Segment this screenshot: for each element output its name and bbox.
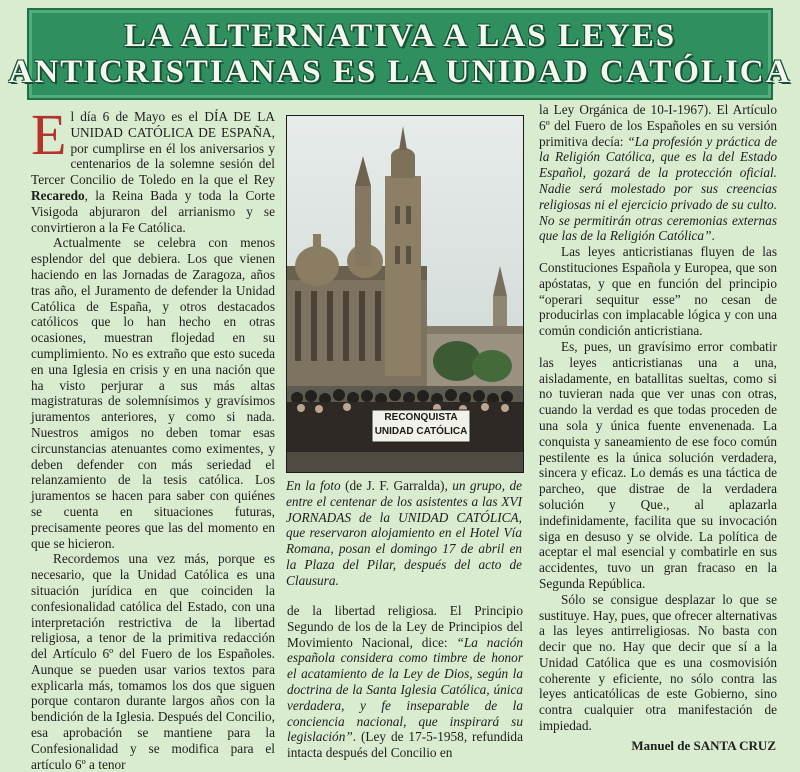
caption-lead: En la foto (286, 478, 346, 493)
col2-text-end: . (Ley de 17-5-1958, refundida intacta después del Concilio en (287, 729, 523, 761)
paragraph-intro (31, 102, 275, 235)
paragraph: Actualmente se celebra con menos esplendor del que debiera. Los que vienen haciendo en las Jornadas de Zaragoza, años tras año, el Juramento de defender la Unidad Católica de España, y otros destacados católicos que lo han hecho en otras ocasiones, muestran flojedad en su cumplimiento. No es extraño que esto suceda en una Iglesia en crisis y en una nación que ha visto perjurar a sus más altas magistraturas de solemnísimos y gravísimos juramentos anteriores, y como si nada. Nuestros amigos no deben tomar esas circunstancias atenuantes como eximentes, y deben defender con más seriedad el relanzamiento de la tesis católica. Los juramentos se hacen para saber con quiénes se cuenta en situaciones futuras, precisamente peores que las del momento en que se hicieron. (31, 235, 275, 551)
title-banner (8, 8, 792, 100)
col2-text: de la libertad religiosa. El Principio Segundo de los de la Ley de Principios del Movimiento Nacional, dice: (287, 603, 523, 650)
paragraph (539, 102, 777, 244)
title-line-1: LA ALTERNATIVA A LAS LEYES (123, 18, 677, 54)
paragraph: Las leyes anticristianas fluyen de las Constituciones Española y Europea, que son apóstatas, y que en función del principio “operari sequitur esse” no cesan de producirlas con implacable lógica y con una común condición anticristiana. (539, 244, 777, 339)
intro-text: l día 6 de Mayo es el DÍA DE LA UNIDAD CATÓLICA DE ESPAÑA, por cumplirse en él los aniversarios y centenarios de la solemne sesión del Tercer Concilio de Toledo en la que el Rey (31, 109, 275, 188)
col3-text: la Ley Orgánica de 10-I-1967). El Artículo 6º del Fuero de los Españoles en su versión primitiva decía: (539, 102, 777, 149)
banner-line-2: UNIDAD CATÓLICA (374, 426, 468, 437)
caption-text: , un grupo, de entre el centenar de los asistentes a las XVI JORNADAS de la UNIDAD CATÓLICA, que reservaron alojamiento en el Hotel Vía Romana, posan el domingo 17 de abril en la Plaza del Pilar, después del acto de Clausura. (286, 478, 522, 588)
col3-text-end: . (711, 228, 715, 244)
paragraph (287, 603, 523, 761)
photo-caption (286, 478, 522, 589)
author-signature: Manuel de SANTA CRUZ (631, 738, 776, 753)
drop-cap: E (31, 102, 67, 167)
paragraph: Sólo se consigue desplazar lo que se sustituye. Hay, pues, que ofrecer alternativas a las leyes antirreligiosas. No basta con decir que no. Hay que decir que sí a la Unidad Católica que es una cosmovisión coherente y eficiente, no sólo contra las leyes anticatólicas de este Gobierno, sino contra cualquier otra manifestación de impiedad. (539, 591, 777, 734)
paragraph: Recordemos una vez más, porque es necesario, que la Unidad Católica es una situación jurídica en que coinciden la confesionalidad católica del Estado, con una interpretación restrictiva de la libertad religiosa, a tenor de la primitiva redacción del Artículo 6º del Fuero de los Españoles. Aunque se pueden usar varios textos para explicarla más, tomamos los dos que siguen porque contaron durante largos años con la bendición de la Iglesia. Después del Concilio, esa aprobación se mantiene para la Confesionalidad y se modifica para el artículo 6º a tenor (31, 551, 275, 772)
intro-text-end: , la Reina Bada y toda la Corte Visigoda abjuraron del arrianismo y se convirtieron a la Fe Católica. (31, 187, 275, 235)
article-column-3 (539, 102, 777, 734)
title-line-2: ANTICRISTIANAS ES LA UNIDAD CATÓLICA (8, 54, 792, 90)
article-column-1 (31, 102, 275, 772)
col3-quote: “La profesión y práctica de la Religión Católica, que es la del Estado Español, gozará de la protección oficial. Nadie será molestado por sus creencias religiosas ni el ejercicio privado de su culto. No se permitirán otras ceremonias externas que las de la Religión Católica” (539, 133, 777, 244)
banner-text (372, 411, 470, 439)
banner-line-1: RECONQUISTA (384, 412, 458, 423)
photo (286, 115, 524, 473)
intro-bold-name: Recaredo (31, 187, 85, 203)
caption-credit: (de J. F. Garralda) (345, 478, 445, 493)
paragraph: Es, pues, un gravísimo error combatir las leyes anticristianas una a una, aisladamente, en batallitas sueltas, como si no tuvieran nada que ver unas con otras, cuando la verdad es que todas proceden de una sola y única fuente envenenada. La conquista y saneamiento de ese foco común pestilente es la única solución verdadera, sincera y eficaz. Lo demás es una táctica de parcheo, que distrae de la verdadera solución y Que., al aplazarla indefinidamente, facilita que su invocación siga en desuso y se olvide. La política de aceptar el mal esencial y combatirle en sus accidentes, tuvo un gran fracaso en la Segunda República. (539, 338, 777, 591)
article-column-2 (287, 603, 523, 761)
col2-quote: “La nación española considera como timbre de honor el acatamiento de la Ley de Dios, según la doctrina de la Santa Iglesia Católica, única verdadera, y fe inseparable de la conciencia nacional, que inspirará su legislación” (287, 634, 523, 745)
